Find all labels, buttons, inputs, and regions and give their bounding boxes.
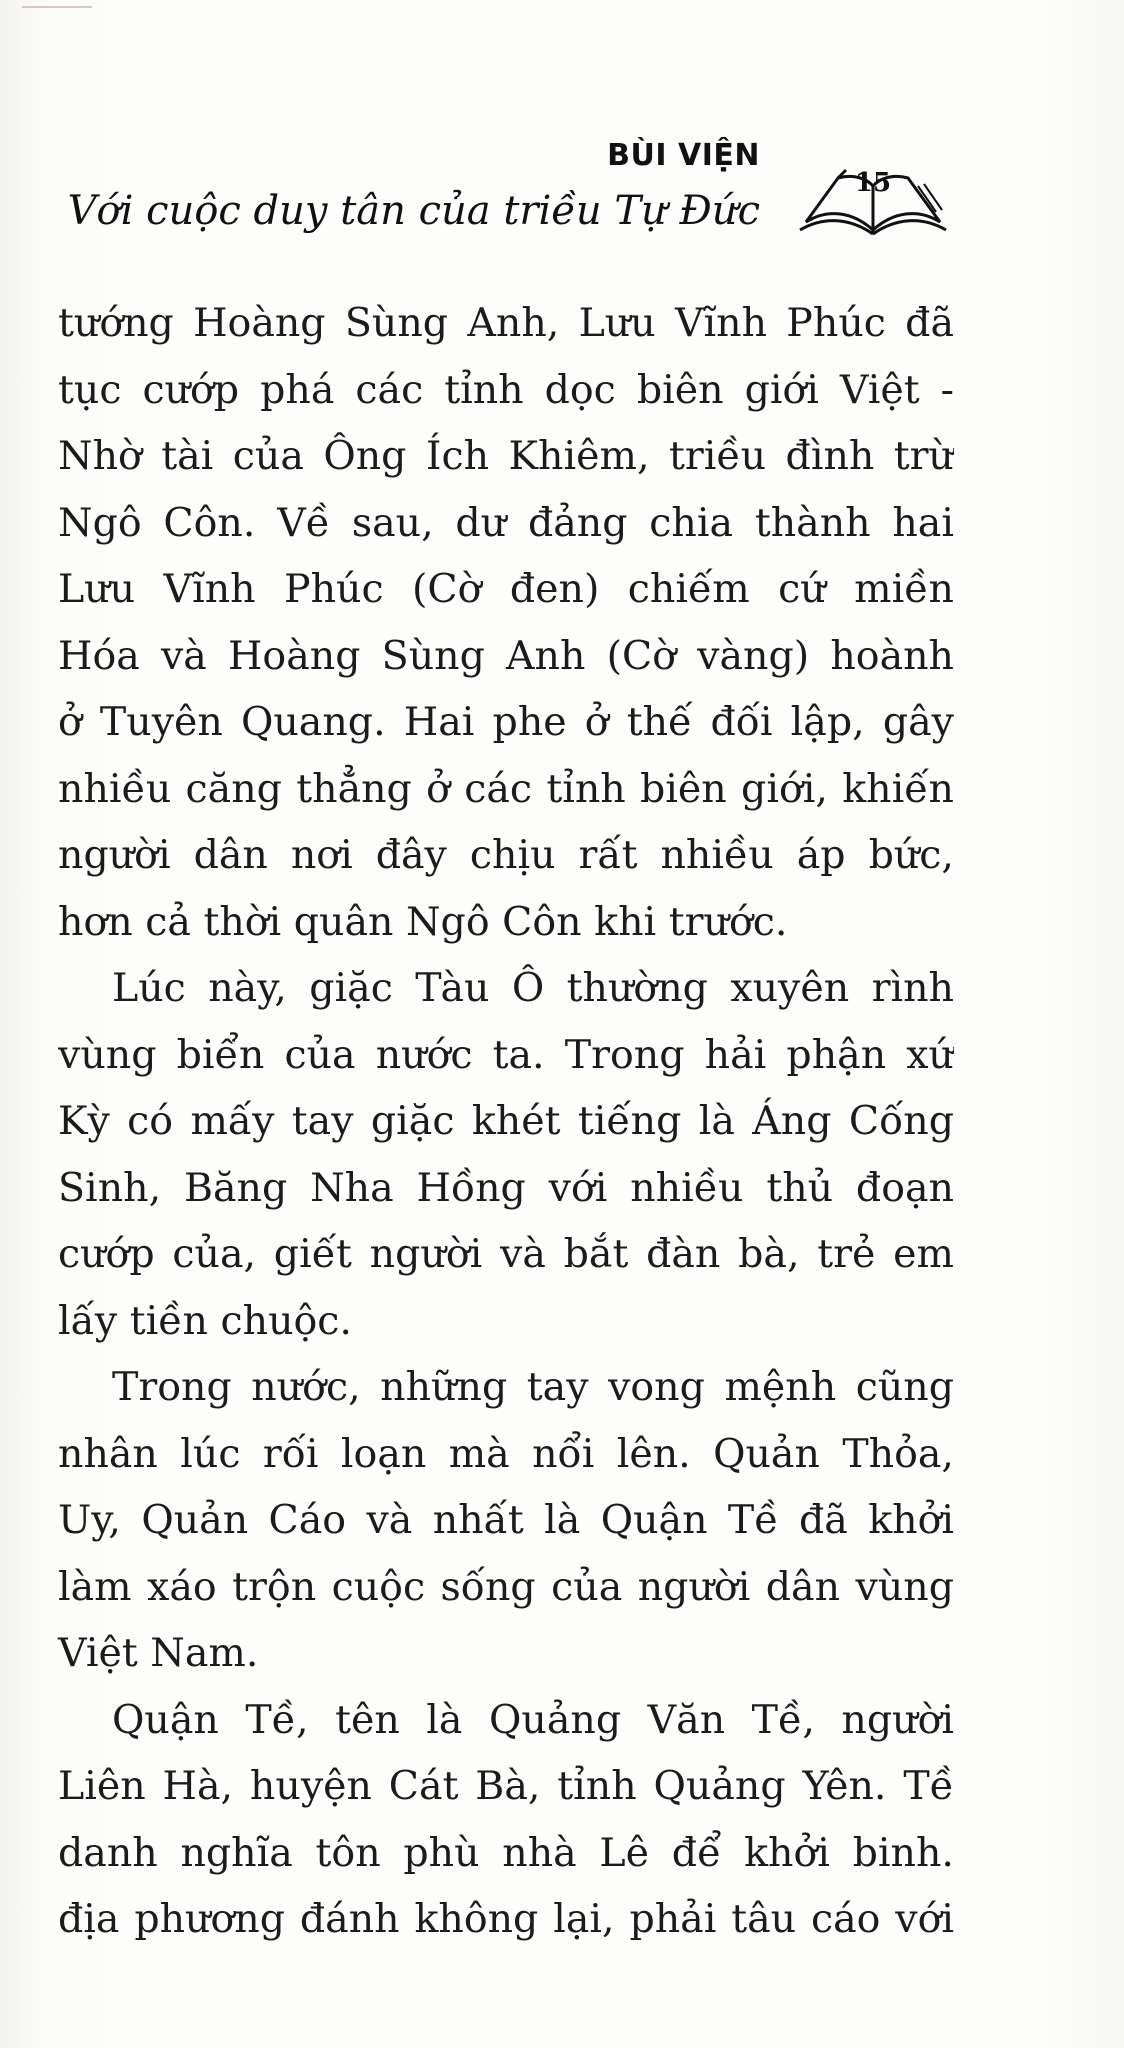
text-line: Sinh, Băng Nha Hồng với nhiều thủ đoạn [58, 1164, 954, 1211]
text-line: nhiều căng thẳng ở các tỉnh biên giới, khiến [58, 765, 954, 812]
text-line: Lưu Vĩnh Phúc (Cờ đen) chiếm cứ miền [58, 566, 954, 612]
text-line: vùng biển của nước ta. Trong hải phận xứ [58, 1031, 954, 1078]
text-line: Hóa và Hoàng Sùng Anh (Cờ vàng) hoành [58, 632, 954, 679]
text-line: Lúc này, giặc Tàu Ô thường xuyên rình [112, 965, 954, 1011]
running-header [0, 130, 1124, 240]
header-title: BÙI VIỆN [607, 138, 760, 173]
header-subtitle: Với cuộc duy tân của triều Tự Đức [67, 188, 760, 234]
text-line: lấy tiền chuộc. [58, 1297, 352, 1344]
scan-mark [22, 6, 92, 8]
text-line: Uy, Quản Cáo và nhất là Quận Tề đã khởi [58, 1497, 954, 1543]
text-line: làm xáo trộn cuộc sống của người dân vùng [58, 1563, 954, 1610]
text-line: hơn cả thời quân Ngô Côn khi trước. [58, 898, 788, 945]
text-line: Nhờ tài của Ông Ích Khiêm, triều đình trừ [58, 433, 954, 479]
text-line: nhân lúc rối loạn mà nổi lên. Quản Thỏa, [58, 1430, 954, 1477]
text-line: Ngô Côn. Về sau, dư đảng chia thành hai [58, 499, 954, 546]
text-line: Trong nước, những tay vong mệnh cũng [112, 1364, 954, 1410]
text-line: người dân nơi đây chịu rất nhiều áp bức, [58, 832, 954, 878]
text-line: Liên Hà, huyện Cát Bà, tỉnh Quảng Yên. Tề [58, 1763, 954, 1809]
text-line: Việt Nam. [58, 1630, 259, 1676]
text-line: tục cướp phá các tỉnh dọc biên giới Việt - [58, 366, 954, 413]
text-line: Kỳ có mấy tay giặc khét tiếng là Áng Cống [58, 1098, 954, 1144]
text-line: địa phương đánh không lại, phải tâu cáo với [58, 1896, 954, 1942]
text-line: tướng Hoàng Sùng Anh, Lưu Vĩnh Phúc đã [58, 300, 954, 346]
text-line: danh nghĩa tôn phù nhà Lê để khởi binh. [58, 1829, 954, 1876]
text-line: Quận Tề, tên là Quảng Văn Tề, người [112, 1696, 954, 1743]
page-number: 15 [854, 168, 892, 198]
body-text [58, 290, 954, 1953]
text-line: cướp của, giết người và bắt đàn bà, trẻ em [58, 1231, 954, 1277]
text-line: ở Tuyên Quang. Hai phe ở thế đối lập, gây [58, 699, 954, 745]
